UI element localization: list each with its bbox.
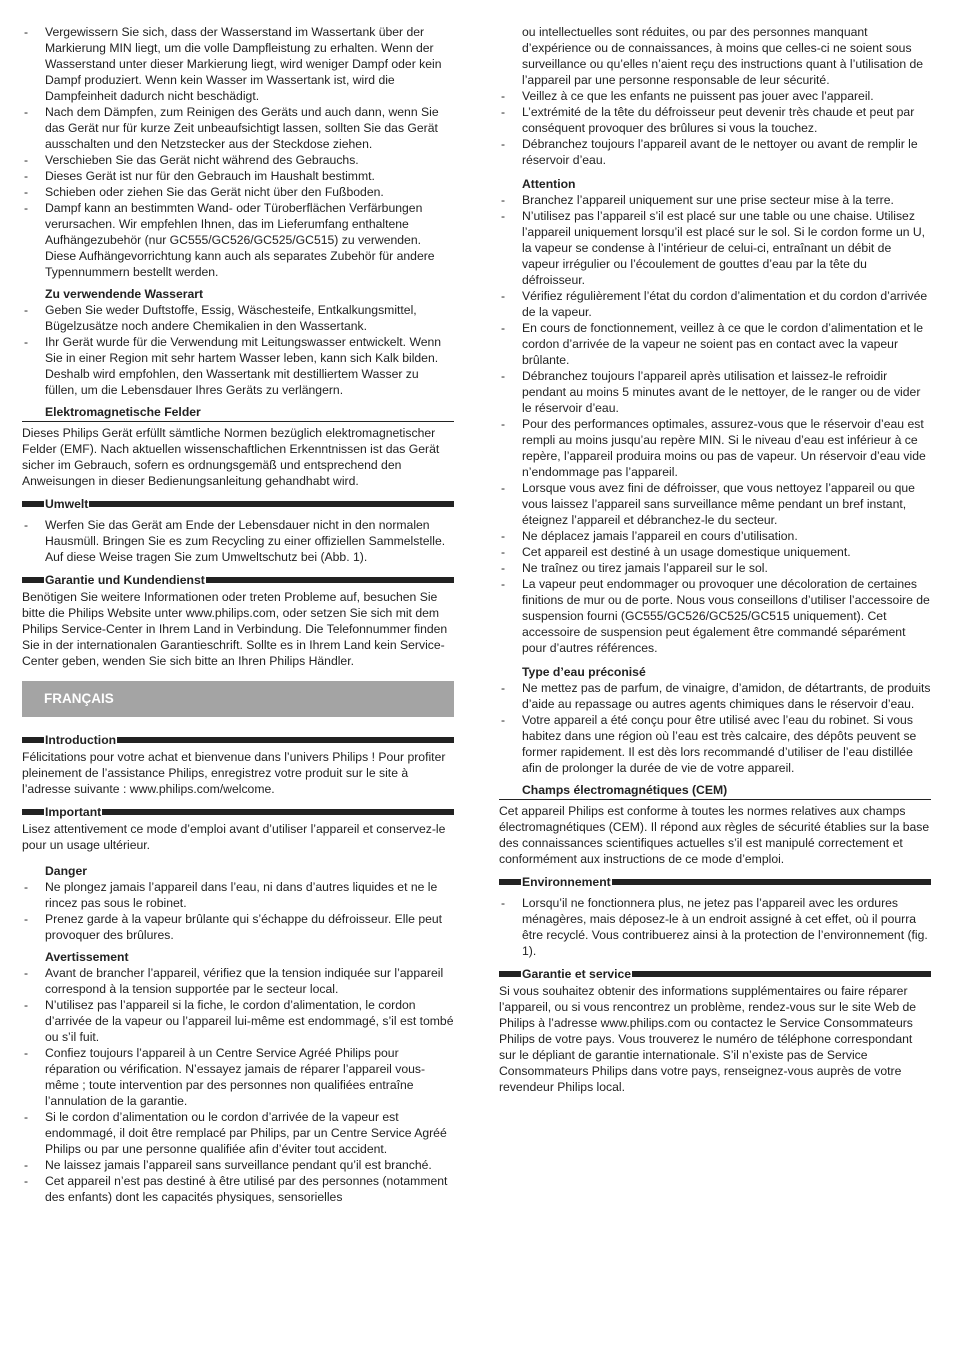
emf-heading: Elektromagnetische Felder	[22, 404, 454, 422]
important-heading-bar	[22, 805, 454, 819]
heading-bar-right	[102, 809, 454, 815]
wasserart-heading: Zu verwendende Wasserart	[45, 287, 204, 301]
list-item: - La vapeur peut endommager ou provoquer une décoloration de certaines finitions de mur ou de porte. Nous vous conseillons d’utiliser l’accessoire de suspension fourni (GC555/GC526/GC525/GC515 uniquement). Cet accessoire de suspension peut également être commandé séparément pour d’autres références.	[499, 576, 931, 656]
attention-heading: Attention	[522, 177, 576, 191]
intro-text: Félicitations pour votre achat et bienvenue dans l’univers Philips ! Pour profiter pleinement de l’assistance Philips, enregistrez votre produit sur le site à l’adresse suivante : www.philips.com/welcome.	[22, 750, 446, 796]
list-item: - Ne laissez jamais l’appareil sans surveillance pendant qu’il est branché.	[22, 1157, 454, 1173]
env-heading-bar	[499, 875, 931, 889]
garantie-service-text: Si vous souhaitez obtenir des informations supplémentaires ou faire réparer l’appareil, ou si vous rencontrez un problème, rendez-vous sur le site Web de Philips à l’adresse www.philips.com ou contactez le Service Consommateurs Philips de votre pays. Vous trouverez le numéro de téléphone correspondant sur le dépliant de garantie internationale. S’il n’existe pas de Service Consommateurs Philips dans votre pays, renseignez-vous auprès de votre revendeur Philips local.	[499, 984, 917, 1094]
env-heading: Environnement	[522, 875, 611, 889]
garantie-service-heading: Garantie et service	[522, 967, 632, 981]
umwelt-list	[22, 517, 454, 565]
heading-bar-left	[22, 501, 44, 507]
env-list	[499, 895, 931, 959]
list-item: - Avant de brancher l’appareil, vérifiez que la tension indiquée sur l’appareil correspond à la tension supportée par le secteur local.	[22, 965, 454, 997]
wasserart-list	[22, 302, 454, 398]
list-item: - Ne déplacez jamais l’appareil en cours d’utilisation.	[499, 528, 931, 544]
cem-heading: Champs électromagnétiques (CEM)	[499, 782, 931, 800]
list-item: - Confiez toujours l’appareil à un Centre Service Agréé Philips pour réparation ou vérification. N’essayez jamais de réparer l’appareil vous-même ; toute intervention par des personnes non qualifiées entraîne l’annulation de la garantie.	[22, 1045, 454, 1109]
emf-text: Dieses Philips Gerät erfüllt sämtliche Normen bezüglich elektromagnetischer Felder (EMF). Nach aktuellen wissenschaftlichen Erkenntnissen ist das Gerät sicher im Gebrauch, sofern es ordnungsgemäß und entsprechend den Anweisungen in dieser Bedienungsanleitung gehandhabt wird.	[22, 426, 440, 488]
heading-bar-left	[22, 577, 44, 583]
heading-bar-right	[632, 971, 931, 977]
list-item: - L’extrémité de la tête du défroisseur peut devenir très chaude et peut par conséquent provoquer des brûlures si vous la touchez.	[499, 104, 931, 136]
danger-heading: Danger	[45, 864, 87, 878]
list-item: - Votre appareil a été conçu pour être utilisé avec l’eau du robinet. Si vous habitez dans une région où l’eau est très calcaire, des dépôts peuvent se former rapidement. Il est dès lors recommandé d’utiliser de l’eau distillée afin de prolonger la durée de vie de votre appareil.	[499, 712, 931, 776]
garantie-service-heading-bar	[499, 967, 931, 981]
intro-heading: Introduction	[45, 733, 117, 747]
language-section-banner: FRANÇAIS	[22, 681, 454, 717]
avertissement-continued-text: ou intellectuelles sont réduites, ou par des personnes manquant d’expérience ou de connaissances, à moins que celles-ci ne soient sous surveillance ou qu’elles n’aient reçu des instructions quant à l’utilisation de l’appareil par une personne responsable de leur sécurité.	[522, 25, 924, 87]
list-item: - Débranchez toujours l’appareil avant de le nettoyer ou avant de remplir le réservoir d’eau.	[499, 136, 931, 168]
list-item: - Schieben oder ziehen Sie das Gerät nicht über den Fußboden.	[22, 184, 454, 200]
list-item: - Ihr Gerät wurde für die Verwendung mit Leitungswasser entwickelt. Wenn Sie in einer Region mit sehr hartem Wasser leben, kann sich Kalk bilden. Deshalb wird empfohlen, den Wassertank mit destilliertem Wasser zu füllen, um die Lebensdauer Ihres Geräts zu verlängern.	[22, 334, 454, 398]
list-item: - Ne traînez ou tirez jamais l’appareil sur le sol.	[499, 560, 931, 576]
list-item: - Veillez à ce que les enfants ne puissent pas jouer avec l’appareil.	[499, 88, 931, 104]
heading-bar-right	[612, 879, 931, 885]
list-item: - Vergewissern Sie sich, dass der Wasserstand im Wassertank über der Markierung MIN liegt, um die volle Dampfleistung zu erhalten. Wenn der Wasserstand unter dieser Markierung liegt, wird weniger Dampf oder kein Dampf produziert. Wenn kein Wasser im Wassertank ist, wird die Dampfeinheit dadurch nicht beschädigt.	[22, 24, 454, 104]
list-item: - Geben Sie weder Duftstoffe, Essig, Wäschesteife, Entkalkungsmittel, Bügelzusätze noch andere Chemikalien in den Wassertank.	[22, 302, 454, 334]
list-item: - Vérifiez régulièrement l’état du cordon d’alimentation et du cordon d’arrivée de la vapeur.	[499, 288, 931, 320]
umwelt-heading: Umwelt	[45, 497, 89, 511]
heading-bar-left	[499, 971, 521, 977]
list-item: - Dieses Gerät ist nur für den Gebrauch im Haushalt bestimmt.	[22, 168, 454, 184]
heading-bar-right	[117, 737, 454, 743]
cem-text: Cet appareil Philips est conforme à toutes les normes relatives aux champs électromagnétiques (CEM). Il répond aux règles de sécurité établies sur la base des connaissances scientifiques actuelles s’il est manipulé correctement et conformément aux instructions de ce mode d’emploi.	[499, 804, 930, 866]
heading-bar-left	[22, 737, 44, 743]
list-item: - Débranchez toujours l’appareil après utilisation et laissez-le refroidir pendant au moins 5 minutes avant de le nettoyer, de le ranger ou de vider le réservoir d’eau.	[499, 368, 931, 416]
heading-bar-right	[206, 577, 454, 583]
heading-bar-left	[22, 809, 44, 815]
list-item: - Pour des performances optimales, assurez-vous que le réservoir d’eau est rempli au moins jusqu’au repère MIN. Si le niveau d’eau est inférieur à ce repère, l’appareil produira moins ou pas de vapeur. Un réservoir d’eau vide n’endommage pas l’appareil.	[499, 416, 931, 480]
avertissement-continued-list	[499, 88, 931, 168]
list-item: - Branchez l’appareil uniquement sur une prise secteur mise à la terre.	[499, 192, 931, 208]
avertissement-heading: Avertissement	[45, 950, 129, 964]
avertissement-list	[22, 965, 454, 1205]
garantie-text: Benötigen Sie weitere Informationen oder treten Probleme auf, besuchen Sie bitte die Philips Website unter www.philips.com, oder setzen Sie sich mit dem Philips Service-Center in Ihrem Land in Verbindung. Die Telefonnummer finden Sie in der internationalen Garantieschrift. Sollte es in Ihrem Land kein Service-Center geben, wenden Sie sich bitte an Ihren Philips Händler.	[22, 590, 448, 668]
list-item: - Cet appareil n’est pas destiné à être utilisé par des personnes (notamment des enfants) dont les capacités physiques, sensorielles	[22, 1173, 454, 1205]
important-text: Lisez attentivement ce mode d’emploi avant d’utiliser l’appareil et conservez-le pour un usage ultérieur.	[22, 822, 446, 852]
de-intro-list	[22, 24, 454, 280]
list-item: - N’utilisez pas l’appareil s’il est placé sur une table ou une chaise. Utilisez l’appareil uniquement lorsqu’il est placé sur le sol. Si le cordon forme un U, la vapeur se condense à l’intérieur de celui-ci, entraînant un débit de vapeur irrégulier ou l’écoulement de gouttes d’eau par la tête du défroisseur.	[499, 208, 931, 288]
list-item: - Verschieben Sie das Gerät nicht während des Gebrauchs.	[22, 152, 454, 168]
list-item: - Werfen Sie das Gerät am Ende der Lebensdauer nicht in den normalen Hausmüll. Bringen Sie es zum Recycling zu einer offiziellen Sammelstelle. Auf diese Weise tragen Sie zum Umweltschutz bei (Abb. 1).	[22, 517, 454, 565]
left-column	[22, 24, 454, 1205]
list-item: - Si le cordon d’alimentation ou le cordon d’arrivée de la vapeur est endommagé, il doit être remplacé par Philips, par un Centre Service Agréé Philips ou par une personne qualifiée afin d’éviter tout accident.	[22, 1109, 454, 1157]
list-item: - Dampf kann an bestimmten Wand- oder Türoberflächen Verfärbungen verursachen. Wir empfehlen Ihnen, das im Lieferumfang enthaltene Aufhängezubehör (nur GC555/GC526/GC525/GC515) zu verwenden. Diese Aufhängevorrichtung kann auch als separates Zubehör für andere Typennummern bestellt werden.	[22, 200, 454, 280]
list-item: - En cours de fonctionnement, veillez à ce que le cordon d’alimentation et le cordon d’arrivée de la vapeur ne soient pas en contact avec la vapeur brûlante.	[499, 320, 931, 368]
list-item: - Prenez garde à la vapeur brûlante qui s’échappe du défroisseur. Elle peut provoquer des brûlures.	[22, 911, 454, 943]
list-item: - Nach dem Dämpfen, zum Reinigen des Geräts und auch dann, wenn Sie das Gerät nur für kurze Zeit unbeaufsichtigt lassen, sollten Sie das Gerät ausschalten und den Netzstecker aus der Steckdose ziehen.	[22, 104, 454, 152]
right-column	[499, 24, 931, 1095]
garantie-heading-bar	[22, 573, 454, 587]
garantie-heading: Garantie und Kundendienst	[45, 573, 205, 587]
heading-bar-left	[499, 879, 521, 885]
heading-bar-right	[89, 501, 454, 507]
umwelt-heading-bar	[22, 497, 454, 511]
intro-heading-bar	[22, 733, 454, 747]
important-heading: Important	[45, 805, 102, 819]
danger-list	[22, 879, 454, 943]
list-item: - Ne plongez jamais l’appareil dans l’eau, ni dans d’autres liquides et ne le rincez pas sous le robinet.	[22, 879, 454, 911]
list-item: - Lorsque vous avez fini de défroisser, que vous nettoyez l’appareil ou que vous laissez l’appareil sans surveillance même pendant un bref instant, éteignez l’appareil et débranchez-le du secteur.	[499, 480, 931, 528]
type-eau-heading: Type d’eau préconisé	[522, 665, 646, 679]
list-item: - Lorsqu’il ne fonctionnera plus, ne jetez pas l’appareil avec les ordures ménagères, mais déposez-le à un endroit assigné à cet effet, où il pourra être recyclé. Vous contribuerez ainsi à la protection de l’environnement (fig. 1).	[499, 895, 931, 959]
list-item: - N’utilisez pas l’appareil si la fiche, le cordon d’alimentation, le cordon d’arrivée de la vapeur ou l’appareil lui-même est endommagé, s’il est tombé ou s’il fuit.	[22, 997, 454, 1045]
list-item: - Ne mettez pas de parfum, de vinaigre, d’amidon, de détartrants, de produits d’aide au repassage ou autres agents chimiques dans le réservoir d’eau.	[499, 680, 931, 712]
attention-list	[499, 192, 931, 656]
type-eau-list	[499, 680, 931, 776]
list-item: - Cet appareil est destiné à un usage domestique uniquement.	[499, 544, 931, 560]
